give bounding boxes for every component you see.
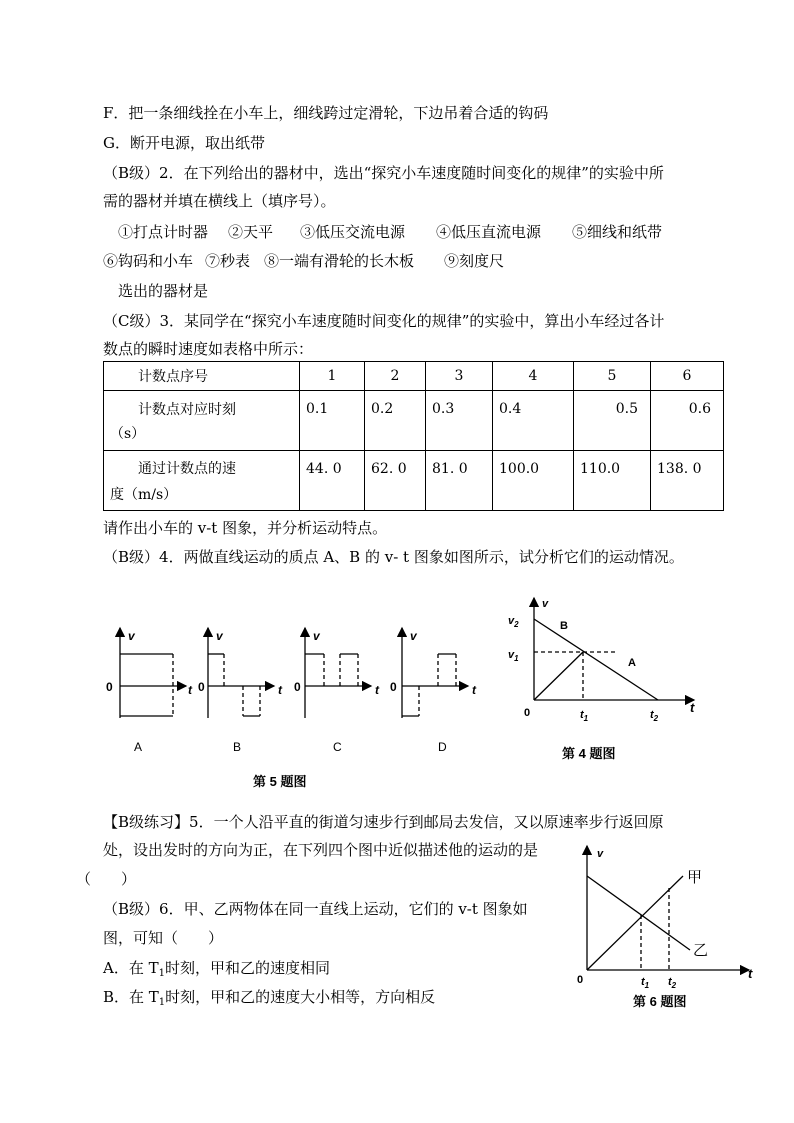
table-cell: 3 xyxy=(426,362,493,391)
table-cell: 0.5 xyxy=(574,391,651,451)
v2-label: $v_2$ xyxy=(508,615,519,629)
axis-v-label: v xyxy=(216,629,223,643)
axis-v-label: v xyxy=(410,629,417,643)
question-6-option-b: B．在 $T_1$时刻，甲和乙的速度大小相等，方向相反 xyxy=(103,988,436,1008)
option-7: ⑦秒表 xyxy=(205,252,251,270)
row-label-line: （s） xyxy=(110,425,146,442)
axis-t-label: t xyxy=(690,700,695,715)
option-1: ①打点计时器 xyxy=(118,223,209,241)
axis-t-label: t xyxy=(748,966,753,981)
t2-label: $t_2$ xyxy=(650,709,659,723)
table-cell: 5 xyxy=(574,362,651,391)
option-3: ③低压交流电源 xyxy=(300,223,406,241)
figure-4-caption: 第 4 题图 xyxy=(562,746,616,761)
row-label-line: 度（m/s） xyxy=(110,486,178,503)
axis-v-label: v xyxy=(542,598,549,610)
origin-label: 0 xyxy=(577,974,584,986)
velocity-table xyxy=(103,361,724,511)
question-6-line-2: 图，可知（ ） xyxy=(103,929,224,947)
question-3-instruction: 请作出小车的 v-t 图象，并分析运动特点。 xyxy=(103,519,388,537)
line-a xyxy=(534,652,583,700)
origin-label: 0 xyxy=(390,680,397,694)
graph-label-d: D xyxy=(438,740,447,754)
table-cell: 0.4 xyxy=(493,391,574,451)
t2-label: $t_2$ xyxy=(668,976,677,990)
line-b-label: B xyxy=(560,620,568,632)
line-b xyxy=(534,619,658,700)
axis-v-label: v xyxy=(128,629,135,643)
table-cell: 4 xyxy=(493,362,574,391)
row-label-line: 通过计数点的速 xyxy=(138,460,236,477)
graph-label-c: C xyxy=(333,740,342,754)
selected-equipment-prompt: 选出的器材是 xyxy=(118,282,209,300)
question-6-line-1: （B级）6．甲、乙两物体在同一直线上运动，它们的 v-t 图象如 xyxy=(103,900,528,918)
axis-t-label: t xyxy=(188,683,192,697)
question-5-answer-blank: （ ） xyxy=(76,870,137,888)
table-cell: 110.0 xyxy=(574,451,651,511)
origin-label: 0 xyxy=(198,680,205,694)
axis-v-label: v xyxy=(597,848,604,860)
table-cell: 100.0 xyxy=(493,451,574,511)
question-2-line-1: （B级）2．在下列给出的器材中，选出“探究小车速度随时间变化的规律”的实验中所 xyxy=(103,164,664,182)
table-row-label xyxy=(104,451,300,511)
origin-label: 0 xyxy=(106,680,113,694)
question-3-line-2: 数点的瞬时速度如表格中所示： xyxy=(103,340,314,358)
origin-label: 0 xyxy=(524,707,531,719)
question-5-line-2: 处，设出发时的方向为正，在下列四个图中近似描述他的运动的是 xyxy=(103,841,539,859)
figure-6-caption: 第 6 题图 xyxy=(633,994,687,1009)
table-cell: 0.3 xyxy=(426,391,493,451)
question-5-line-1: 【B级练习】5．一个人沿平直的街道匀速步行到邮局去发信，又以原速率步行返回原 xyxy=(103,813,664,831)
v1-label: $v_1$ xyxy=(508,649,519,663)
row-label-line: 计数点对应时刻 xyxy=(138,401,236,418)
table-cell: 0.2 xyxy=(365,391,426,451)
table-cell: 138. 0 xyxy=(651,451,724,511)
option-5: ⑤细线和纸带 xyxy=(572,223,663,241)
question-3-line-1: （C级）3．某同学在“探究小车速度随时间变化的规律”的实验中，算出小车经过各计 xyxy=(103,312,665,330)
graph-label-a: A xyxy=(134,740,143,754)
graph-label-b: B xyxy=(233,740,242,754)
figure-5-graphs xyxy=(98,618,498,793)
step-g: G．断开电源，取出纸带 xyxy=(103,134,265,152)
table-cell: 81. 0 xyxy=(426,451,493,511)
option-8: ⑧一端有滑轮的长木板 xyxy=(264,252,415,270)
line-yi-label: 乙 xyxy=(693,942,709,959)
table-cell: 2 xyxy=(365,362,426,391)
table-header-label: 计数点序号 xyxy=(104,362,300,391)
figure-6-graph xyxy=(565,840,765,1015)
origin-label: 0 xyxy=(294,680,301,694)
axis-t-label: t xyxy=(375,683,379,697)
line-yi xyxy=(587,876,690,950)
axis-t-label: t xyxy=(472,683,476,697)
table-row-label xyxy=(104,391,300,451)
step-f: F．把一条细线拴在小车上，细线跨过定滑轮，下边吊着合适的钩码 xyxy=(103,104,549,122)
table-cell: 0.1 xyxy=(300,391,365,451)
question-4-text: （B级）4．两做直线运动的质点 A、B 的 v- t 图象如图所示，试分析它们的运动情况。 xyxy=(103,548,684,566)
option-4: ④低压直流电源 xyxy=(436,223,542,241)
option-6: ⑥钩码和小车 xyxy=(103,252,194,270)
option-9: ⑨刻度尺 xyxy=(444,252,505,270)
figure-5-caption: 第 5 题图 xyxy=(253,774,307,789)
table-cell: 62. 0 xyxy=(365,451,426,511)
line-a-label: A xyxy=(628,657,636,669)
table-cell: 6 xyxy=(651,362,724,391)
figure-4-graph xyxy=(498,592,708,767)
table-cell: 0.6 xyxy=(651,391,724,451)
line-jia-label: 甲 xyxy=(687,869,703,886)
option-2: ②天平 xyxy=(228,223,274,241)
question-2-line-2: 需的器材并填在横线上（填序号）。 xyxy=(103,192,336,210)
t1-label: $t_1$ xyxy=(580,709,589,723)
axis-v-label: v xyxy=(313,629,320,643)
t1-label: $t_1$ xyxy=(641,976,650,990)
axis-t-label: t xyxy=(278,683,282,697)
table-cell: 1 xyxy=(300,362,365,391)
question-6-option-a: A．在 $T_1$时刻，甲和乙的速度相同 xyxy=(103,959,330,979)
table-cell: 44. 0 xyxy=(300,451,365,511)
